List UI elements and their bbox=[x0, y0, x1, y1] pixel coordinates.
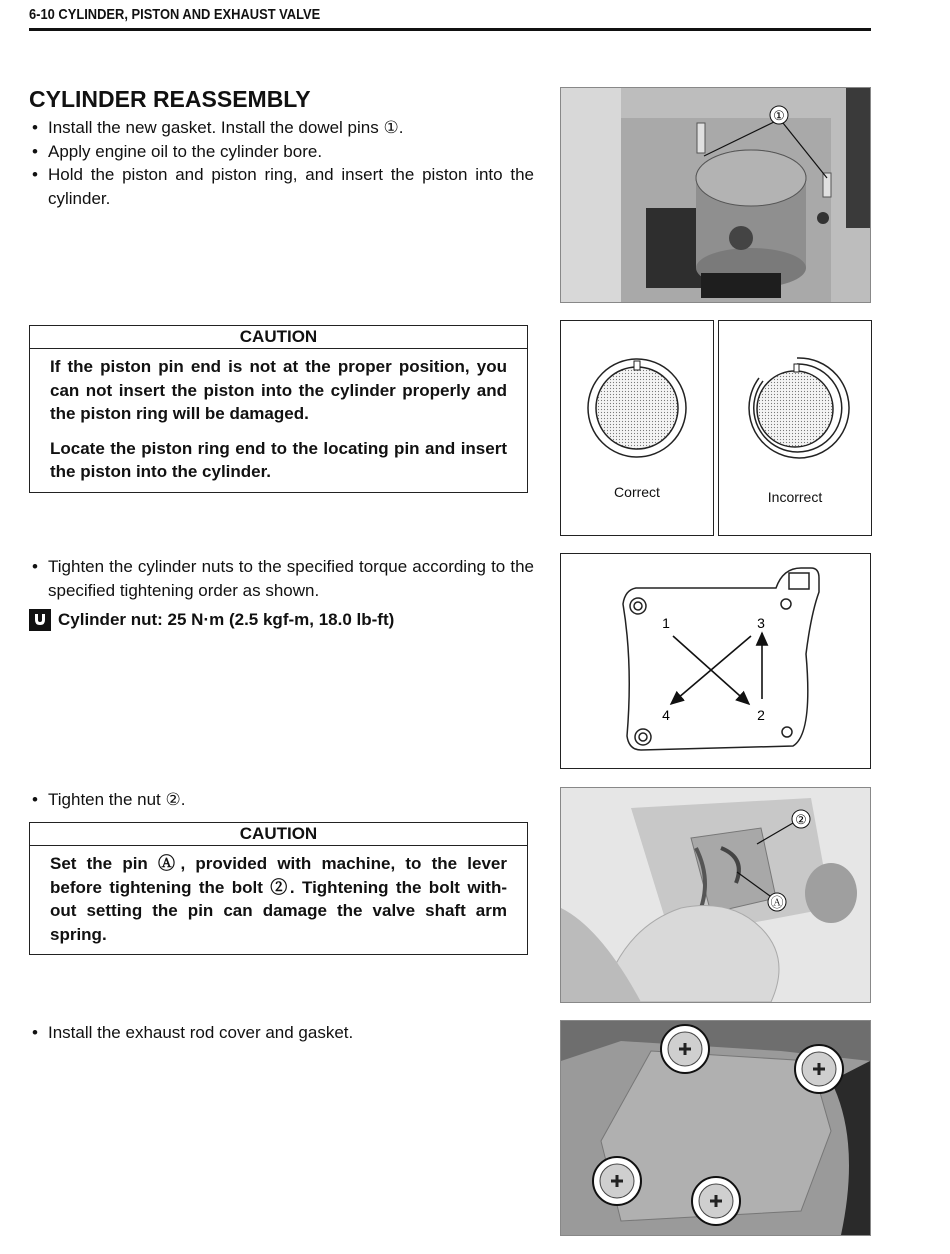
caution-body bbox=[30, 349, 527, 492]
bullet-list-4 bbox=[29, 1021, 534, 1045]
callout-a: Ⓐ bbox=[770, 895, 784, 910]
order-label-2: 2 bbox=[757, 707, 765, 723]
label-incorrect: Incorrect bbox=[767, 489, 823, 505]
bullet-list-2 bbox=[29, 555, 534, 602]
order-label-4: 4 bbox=[662, 707, 670, 723]
list-item: • Install the exhaust rod cover and gasket. bbox=[29, 1021, 534, 1045]
caution-heading: CAUTION bbox=[30, 823, 527, 846]
callout-1: ① bbox=[773, 108, 785, 123]
caution-body bbox=[30, 846, 527, 954]
bullet-list-3 bbox=[29, 788, 534, 812]
list-item: • Tighten the nut ②. bbox=[29, 788, 534, 812]
photo-dowel-pins bbox=[560, 87, 871, 303]
torque-spec bbox=[29, 609, 394, 631]
section-title: CYLINDER REASSEMBLY bbox=[29, 86, 311, 112]
callout-2: ② bbox=[795, 812, 807, 827]
tightening-order-diagram bbox=[560, 553, 871, 769]
caution-paragraph: Locate the piston ring end to the locating pin and insert the piston into the cylinder. bbox=[50, 438, 507, 481]
label-correct: Correct bbox=[614, 484, 660, 500]
list-item: • Hold the piston and piston ring, and insert the piston into the cylinder. bbox=[29, 163, 534, 210]
list-item: • Install the new gasket. Install the dowel pins ①. bbox=[29, 116, 534, 140]
caution-paragraph: If the piston pin end is not at the proper position, you can not insert the piston into the cylinder properly and the piston ring will be damaged. bbox=[50, 357, 507, 423]
photo-valve-pin bbox=[560, 787, 871, 1003]
ring-diagram-incorrect bbox=[718, 320, 872, 536]
torque-spec-text: Cylinder nut: 25 N·m (2.5 kgf-m, 18.0 lb-ft) bbox=[58, 610, 395, 629]
bullet-list-1 bbox=[29, 116, 534, 210]
header-rule bbox=[29, 28, 871, 31]
caution-box-1 bbox=[29, 325, 528, 493]
caution-paragraph: Set the pin Ⓐ, provided with machine, to the lever before tightening the bolt ②. Tightening the bolt with-out setting the pin can damage the valve shaft arm spring. bbox=[50, 854, 507, 944]
caution-heading: CAUTION bbox=[30, 326, 527, 349]
list-item: • Tighten the cylinder nuts to the specified torque according to the specified tightening order as shown. bbox=[29, 555, 534, 602]
ring-diagram-correct bbox=[560, 320, 714, 536]
caution-box-2 bbox=[29, 822, 528, 955]
photo-exhaust-cover bbox=[560, 1020, 871, 1236]
page-header: 6-10 CYLINDER, PISTON AND EXHAUST VALVE bbox=[29, 6, 321, 23]
list-item: • Apply engine oil to the cylinder bore. bbox=[29, 140, 534, 164]
order-label-3: 3 bbox=[757, 615, 765, 631]
torque-wrench-icon bbox=[29, 609, 51, 631]
order-label-1: 1 bbox=[662, 615, 670, 631]
